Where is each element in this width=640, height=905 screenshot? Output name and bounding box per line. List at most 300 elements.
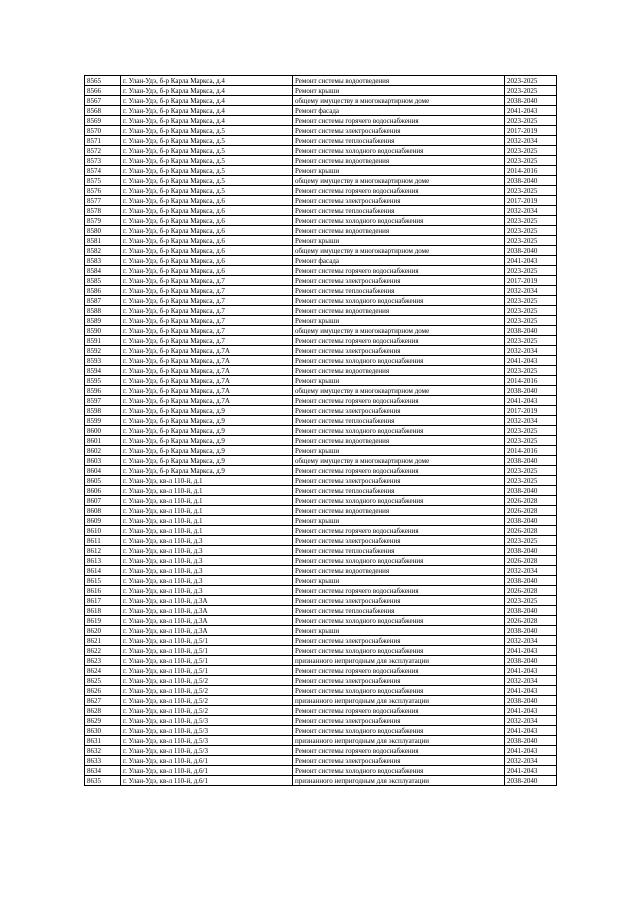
row-number: 8625 [85,676,121,686]
work-type-cell: Ремонт системы электроснабжения [293,126,505,136]
period-cell: 2041-2043 [505,686,557,696]
work-type-cell: Ремонт системы теплоснабжения [293,206,505,216]
work-type-cell: Ремонт крыши [293,376,505,386]
address-cell: г. Улан-Удэ, кв-л 110-й, д.1 [121,476,293,486]
row-number: 8567 [85,96,121,106]
row-number: 8577 [85,196,121,206]
table-row [85,756,557,766]
period-cell: 2026-2028 [505,586,557,596]
work-type-cell: Ремонт системы электроснабжения [293,276,505,286]
period-cell: 2038-2040 [505,326,557,336]
address-cell: г. Улан-Удэ, кв-л 110-й, д.5/3 [121,736,293,746]
table-row [85,516,557,526]
row-number: 8633 [85,756,121,766]
table-body [85,76,557,786]
address-cell: г. Улан-Удэ, б-р Карла Маркса, д.9 [121,416,293,426]
period-cell: 2032-2034 [505,206,557,216]
table-row [85,726,557,736]
row-number: 8586 [85,286,121,296]
row-number: 8579 [85,216,121,226]
period-cell: 2038-2040 [505,456,557,466]
table-row [85,396,557,406]
period-cell: 2038-2040 [505,736,557,746]
table-row [85,406,557,416]
address-cell: г. Улан-Удэ, кв-л 110-й, д.3 [121,556,293,566]
work-type-cell: Ремонт системы водоотведения [293,226,505,236]
table-row [85,136,557,146]
period-cell: 2041-2043 [505,726,557,736]
work-type-cell: Ремонт крыши [293,576,505,586]
work-type-cell: Ремонт системы электроснабжения [293,476,505,486]
table-row [85,696,557,706]
address-cell: г. Улан-Удэ, б-р Карла Маркса, д.7А [121,386,293,396]
row-number: 8582 [85,246,121,256]
period-cell: 2038-2040 [505,176,557,186]
row-number: 8569 [85,116,121,126]
address-cell: г. Улан-Удэ, б-р Карла Маркса, д.5 [121,176,293,186]
period-cell: 2038-2040 [505,626,557,636]
work-type-cell: Ремонт крыши [293,166,505,176]
period-cell: 2032-2034 [505,346,557,356]
table-row [85,736,557,746]
row-number: 8587 [85,296,121,306]
row-number: 8583 [85,256,121,266]
address-cell: г. Улан-Удэ, б-р Карла Маркса, д.4 [121,106,293,116]
period-cell: 2023-2025 [505,336,557,346]
period-cell: 2023-2025 [505,146,557,156]
work-type-cell: общему имуществу в многоквартирном доме [293,96,505,106]
table-row [85,686,557,696]
address-cell: г. Улан-Удэ, б-р Карла Маркса, д.7 [121,326,293,336]
work-type-cell: Ремонт системы электроснабжения [293,756,505,766]
address-cell: г. Улан-Удэ, б-р Карла Маркса, д.5 [121,126,293,136]
table-row [85,86,557,96]
work-type-cell: Ремонт фасада [293,106,505,116]
period-cell: 2038-2040 [505,96,557,106]
period-cell: 2026-2028 [505,526,557,536]
row-number: 8604 [85,466,121,476]
address-cell: г. Улан-Удэ, б-р Карла Маркса, д.9 [121,406,293,416]
table-row [85,616,557,626]
address-cell: г. Улан-Удэ, б-р Карла Маркса, д.7 [121,276,293,286]
row-number: 8607 [85,496,121,506]
period-cell: 2017-2019 [505,196,557,206]
work-type-cell: Ремонт системы электроснабжения [293,636,505,646]
address-cell: г. Улан-Удэ, б-р Карла Маркса, д.5 [121,156,293,166]
row-number: 8599 [85,416,121,426]
row-number: 8595 [85,376,121,386]
table-row [85,106,557,116]
table-row [85,596,557,606]
period-cell: 2014-2016 [505,446,557,456]
period-cell: 2023-2025 [505,476,557,486]
row-number: 8603 [85,456,121,466]
row-number: 8615 [85,576,121,586]
period-cell: 2023-2025 [505,86,557,96]
work-type-cell: Ремонт системы холодного водоснабжения [293,146,505,156]
address-cell: г. Улан-Удэ, б-р Карла Маркса, д.9 [121,456,293,466]
row-number: 8591 [85,336,121,346]
address-cell: г. Улан-Удэ, б-р Карла Маркса, д.9 [121,426,293,436]
work-type-cell: Ремонт системы холодного водоснабжения [293,616,505,626]
row-number: 8605 [85,476,121,486]
address-cell: г. Улан-Удэ, кв-л 110-й, д.3А [121,626,293,636]
row-number: 8578 [85,206,121,216]
row-number: 8601 [85,436,121,446]
work-type-cell: Ремонт крыши [293,626,505,636]
row-number: 8602 [85,446,121,456]
period-cell: 2023-2025 [505,366,557,376]
table-row [85,96,557,106]
row-number: 8608 [85,506,121,516]
row-number: 8612 [85,546,121,556]
work-type-cell: Ремонт системы водоотведения [293,76,505,86]
address-cell: г. Улан-Удэ, кв-л 110-й, д.5/1 [121,666,293,676]
row-number: 8620 [85,626,121,636]
address-cell: г. Улан-Удэ, б-р Карла Маркса, д.4 [121,116,293,126]
row-number: 8617 [85,596,121,606]
row-number: 8593 [85,356,121,366]
work-type-cell: признанного непригодным для эксплуатации [293,656,505,666]
address-cell: г. Улан-Удэ, б-р Карла Маркса, д.4 [121,76,293,86]
row-number: 8575 [85,176,121,186]
work-type-cell: Ремонт системы теплоснабжения [293,286,505,296]
period-cell: 2032-2034 [505,136,557,146]
period-cell: 2023-2025 [505,466,557,476]
work-type-cell: Ремонт крыши [293,516,505,526]
row-number: 8626 [85,686,121,696]
address-cell: г. Улан-Удэ, б-р Карла Маркса, д.6 [121,236,293,246]
address-cell: г. Улан-Удэ, б-р Карла Маркса, д.6 [121,266,293,276]
address-cell: г. Улан-Удэ, б-р Карла Маркса, д.7 [121,296,293,306]
table-row [85,246,557,256]
work-type-cell: Ремонт системы горячего водоснабжения [293,706,505,716]
address-cell: г. Улан-Удэ, б-р Карла Маркса, д.7 [121,336,293,346]
period-cell: 2041-2043 [505,256,557,266]
address-cell: г. Улан-Удэ, кв-л 110-й, д.5/2 [121,706,293,716]
row-number: 8571 [85,136,121,146]
address-cell: г. Улан-Удэ, б-р Карла Маркса, д.9 [121,436,293,446]
address-cell: г. Улан-Удэ, б-р Карла Маркса, д.4 [121,96,293,106]
address-cell: г. Улан-Удэ, кв-л 110-й, д.3 [121,586,293,596]
address-cell: г. Улан-Удэ, б-р Карла Маркса, д.6 [121,196,293,206]
work-type-cell: Ремонт системы водоотведения [293,366,505,376]
period-cell: 2026-2028 [505,616,557,626]
row-number: 8630 [85,726,121,736]
address-cell: г. Улан-Удэ, кв-л 110-й, д.3А [121,596,293,606]
table-row [85,436,557,446]
repair-schedule-table [84,75,557,786]
address-cell: г. Улан-Удэ, кв-л 110-й, д.1 [121,486,293,496]
table-row [85,706,557,716]
address-cell: г. Улан-Удэ, кв-л 110-й, д.1 [121,516,293,526]
address-cell: г. Улан-Удэ, кв-л 110-й, д.3А [121,606,293,616]
table-row [85,356,557,366]
row-number: 8606 [85,486,121,496]
table-row [85,376,557,386]
table-row [85,176,557,186]
work-type-cell: признанного непригодным для эксплуатации [293,696,505,706]
period-cell: 2038-2040 [505,776,557,786]
address-cell: г. Улан-Удэ, кв-л 110-й, д.5/2 [121,696,293,706]
work-type-cell: Ремонт крыши [293,236,505,246]
row-number: 8576 [85,186,121,196]
period-cell: 2032-2034 [505,716,557,726]
work-type-cell: Ремонт системы водоотведения [293,156,505,166]
address-cell: г. Улан-Удэ, кв-л 110-й, д.6/1 [121,776,293,786]
period-cell: 2041-2043 [505,356,557,366]
work-type-cell: Ремонт крыши [293,316,505,326]
period-cell: 2038-2040 [505,486,557,496]
period-cell: 2023-2025 [505,116,557,126]
table-row [85,566,557,576]
address-cell: г. Улан-Удэ, б-р Карла Маркса, д.7А [121,376,293,386]
work-type-cell: общему имуществу в многоквартирном доме [293,386,505,396]
table-row [85,526,557,536]
address-cell: г. Улан-Удэ, кв-л 110-й, д.3А [121,616,293,626]
table-row [85,276,557,286]
address-cell: г. Улан-Удэ, б-р Карла Маркса, д.7 [121,316,293,326]
address-cell: г. Улан-Удэ, б-р Карла Маркса, д.7А [121,396,293,406]
table-row [85,156,557,166]
period-cell: 2041-2043 [505,746,557,756]
period-cell: 2017-2019 [505,126,557,136]
row-number: 8622 [85,646,121,656]
row-number: 8590 [85,326,121,336]
table-row [85,116,557,126]
address-cell: г. Улан-Удэ, б-р Карла Маркса, д.6 [121,226,293,236]
address-cell: г. Улан-Удэ, кв-л 110-й, д.5/3 [121,746,293,756]
row-number: 8573 [85,156,121,166]
period-cell: 2032-2034 [505,676,557,686]
work-type-cell: Ремонт системы горячего водоснабжения [293,526,505,536]
table-row [85,216,557,226]
table-row [85,716,557,726]
row-number: 8635 [85,776,121,786]
period-cell: 2038-2040 [505,516,557,526]
address-cell: г. Улан-Удэ, б-р Карла Маркса, д.5 [121,146,293,156]
work-type-cell: Ремонт системы горячего водоснабжения [293,666,505,676]
work-type-cell: Ремонт системы электроснабжения [293,676,505,686]
period-cell: 2023-2025 [505,426,557,436]
address-cell: г. Улан-Удэ, б-р Карла Маркса, д.6 [121,206,293,216]
work-type-cell: Ремонт системы холодного водоснабжения [293,766,505,776]
period-cell: 2041-2043 [505,396,557,406]
row-number: 8570 [85,126,121,136]
work-type-cell: Ремонт системы холодного водоснабжения [293,556,505,566]
table-row [85,766,557,776]
address-cell: г. Улан-Удэ, кв-л 110-й, д.3 [121,576,293,586]
table-row [85,126,557,136]
period-cell: 2014-2016 [505,166,557,176]
period-cell: 2041-2043 [505,706,557,716]
work-type-cell: Ремонт системы электроснабжения [293,346,505,356]
table-row [85,666,557,676]
table-row [85,636,557,646]
address-cell: г. Улан-Удэ, кв-л 110-й, д.6/1 [121,766,293,776]
table-row [85,536,557,546]
table-row [85,746,557,756]
period-cell: 2041-2043 [505,666,557,676]
period-cell: 2023-2025 [505,536,557,546]
table-row [85,576,557,586]
address-cell: г. Улан-Удэ, кв-л 110-й, д.1 [121,496,293,506]
address-cell: г. Улан-Удэ, кв-л 110-й, д.5/3 [121,716,293,726]
table-row [85,336,557,346]
row-number: 8619 [85,616,121,626]
period-cell: 2026-2028 [505,556,557,566]
period-cell: 2032-2034 [505,286,557,296]
work-type-cell: Ремонт системы горячего водоснабжения [293,746,505,756]
table-row [85,446,557,456]
table-row [85,146,557,156]
work-type-cell: признанного непригодным для эксплуатации [293,776,505,786]
row-number: 8616 [85,586,121,596]
address-cell: г. Улан-Удэ, б-р Карла Маркса, д.7А [121,346,293,356]
period-cell: 2023-2025 [505,316,557,326]
period-cell: 2038-2040 [505,386,557,396]
table-row [85,266,557,276]
work-type-cell: Ремонт системы электроснабжения [293,196,505,206]
work-type-cell: Ремонт системы горячего водоснабжения [293,466,505,476]
table-row [85,456,557,466]
address-cell: г. Улан-Удэ, кв-л 110-й, д.3 [121,546,293,556]
work-type-cell: Ремонт системы теплоснабжения [293,546,505,556]
work-type-cell: Ремонт системы горячего водоснабжения [293,186,505,196]
table-row [85,206,557,216]
work-type-cell: Ремонт системы электроснабжения [293,716,505,726]
address-cell: г. Улан-Удэ, кв-л 110-й, д.5/2 [121,676,293,686]
row-number: 8589 [85,316,121,326]
row-number: 8584 [85,266,121,276]
table-row [85,476,557,486]
table-row [85,656,557,666]
table-row [85,676,557,686]
address-cell: г. Улан-Удэ, б-р Карла Маркса, д.7 [121,306,293,316]
address-cell: г. Улан-Удэ, б-р Карла Маркса, д.6 [121,216,293,226]
period-cell: 2041-2043 [505,766,557,776]
address-cell: г. Улан-Удэ, б-р Карла Маркса, д.9 [121,466,293,476]
work-type-cell: общему имуществу в многоквартирном доме [293,246,505,256]
work-type-cell: Ремонт системы холодного водоснабжения [293,646,505,656]
table-row [85,256,557,266]
address-cell: г. Улан-Удэ, б-р Карла Маркса, д.7 [121,286,293,296]
table-row [85,486,557,496]
work-type-cell: общему имуществу в многоквартирном доме [293,176,505,186]
address-cell: г. Улан-Удэ, кв-л 110-й, д.6/1 [121,756,293,766]
period-cell: 2023-2025 [505,436,557,446]
row-number: 8580 [85,226,121,236]
address-cell: г. Улан-Удэ, б-р Карла Маркса, д.5 [121,186,293,196]
table-row [85,346,557,356]
row-number: 8611 [85,536,121,546]
work-type-cell: Ремонт системы холодного водоснабжения [293,496,505,506]
row-number: 8613 [85,556,121,566]
period-cell: 2023-2025 [505,266,557,276]
address-cell: г. Улан-Удэ, кв-л 110-й, д.1 [121,526,293,536]
row-number: 8621 [85,636,121,646]
address-cell: г. Улан-Удэ, б-р Карла Маркса, д.7А [121,366,293,376]
address-cell: г. Улан-Удэ, б-р Карла Маркса, д.6 [121,246,293,256]
row-number: 8609 [85,516,121,526]
address-cell: г. Улан-Удэ, кв-л 110-й, д.5/3 [121,726,293,736]
table-row [85,386,557,396]
period-cell: 2017-2019 [505,406,557,416]
row-number: 8585 [85,276,121,286]
period-cell: 2023-2025 [505,236,557,246]
row-number: 8565 [85,76,121,86]
work-type-cell: Ремонт системы электроснабжения [293,406,505,416]
row-number: 8581 [85,236,121,246]
period-cell: 2038-2040 [505,546,557,556]
row-number: 8629 [85,716,121,726]
table-row [85,586,557,596]
period-cell: 2038-2040 [505,696,557,706]
work-type-cell: Ремонт системы водоотведения [293,306,505,316]
table-row [85,506,557,516]
table-row [85,366,557,376]
work-type-cell: Ремонт системы горячего водоснабжения [293,336,505,346]
row-number: 8631 [85,736,121,746]
table-row [85,426,557,436]
table-row [85,606,557,616]
row-number: 8572 [85,146,121,156]
work-type-cell: Ремонт системы холодного водоснабжения [293,356,505,366]
work-type-cell: Ремонт системы холодного водоснабжения [293,216,505,226]
address-cell: г. Улан-Удэ, б-р Карла Маркса, д.5 [121,136,293,146]
period-cell: 2023-2025 [505,296,557,306]
table-row [85,166,557,176]
address-cell: г. Улан-Удэ, кв-л 110-й, д.5/1 [121,656,293,666]
period-cell: 2041-2043 [505,646,557,656]
row-number: 8624 [85,666,121,676]
period-cell: 2038-2040 [505,576,557,586]
work-type-cell: Ремонт системы электроснабжения [293,536,505,546]
table-row [85,286,557,296]
period-cell: 2023-2025 [505,156,557,166]
work-type-cell: общему имуществу в многоквартирном доме [293,326,505,336]
table-row [85,196,557,206]
work-type-cell: Ремонт системы холодного водоснабжения [293,686,505,696]
table-row [85,626,557,636]
row-number: 8592 [85,346,121,356]
work-type-cell: Ремонт системы горячего водоснабжения [293,586,505,596]
table-row [85,496,557,506]
work-type-cell: Ремонт системы горячего водоснабжения [293,266,505,276]
address-cell: г. Улан-Удэ, кв-л 110-й, д.5/1 [121,636,293,646]
table-row [85,546,557,556]
row-number: 8634 [85,766,121,776]
work-type-cell: Ремонт системы теплоснабжения [293,486,505,496]
row-number: 8614 [85,566,121,576]
row-number: 8598 [85,406,121,416]
table-row [85,306,557,316]
work-type-cell: признанного непригодным для эксплуатации [293,736,505,746]
work-type-cell: Ремонт системы водоотведения [293,566,505,576]
row-number: 8566 [85,86,121,96]
row-number: 8610 [85,526,121,536]
table-row [85,236,557,246]
period-cell: 2023-2025 [505,596,557,606]
period-cell: 2023-2025 [505,76,557,86]
period-cell: 2038-2040 [505,606,557,616]
period-cell: 2041-2043 [505,106,557,116]
row-number: 8588 [85,306,121,316]
work-type-cell: Ремонт системы холодного водоснабжения [293,426,505,436]
period-cell: 2014-2016 [505,376,557,386]
period-cell: 2017-2019 [505,276,557,286]
address-cell: г. Улан-Удэ, кв-л 110-й, д.5/1 [121,646,293,656]
